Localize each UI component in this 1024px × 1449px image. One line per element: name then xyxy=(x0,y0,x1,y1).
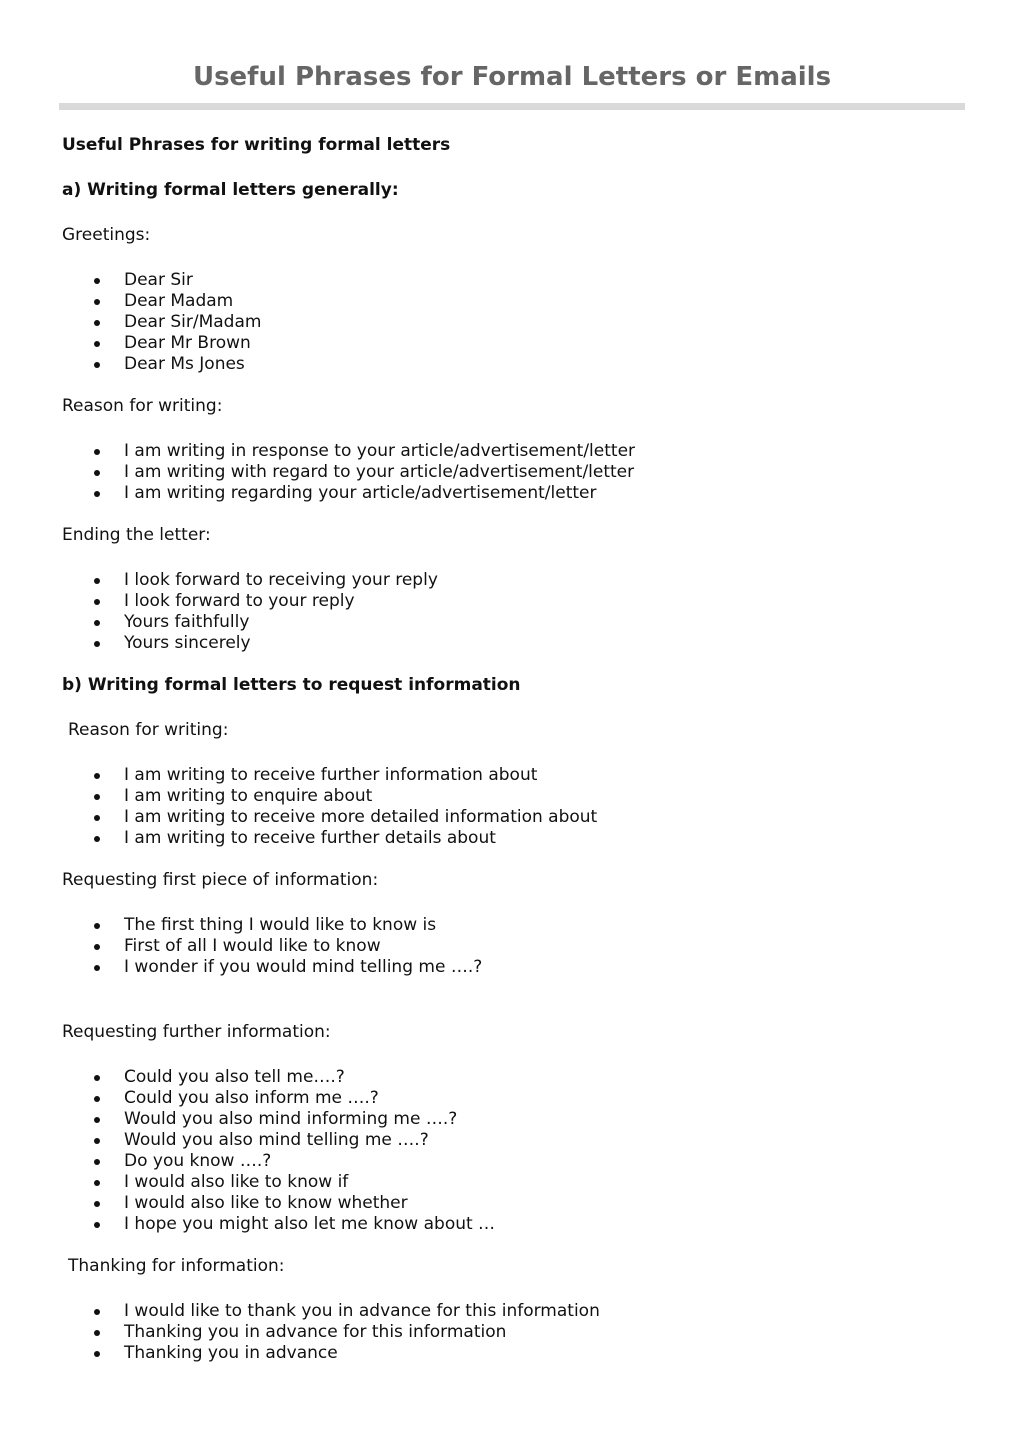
ending-list xyxy=(62,570,962,654)
list-item: I would also like to know whether xyxy=(62,1193,962,1214)
greetings-label: Greetings: xyxy=(62,225,151,245)
bullet-icon xyxy=(94,1330,100,1336)
list-item: Dear Sir xyxy=(62,270,962,291)
bullet-icon xyxy=(94,362,100,368)
list-item: Thanking you in advance xyxy=(62,1343,962,1364)
list-item: I would like to thank you in advance for this information xyxy=(62,1301,962,1322)
document-body xyxy=(62,135,962,1385)
list-item: I look forward to receiving your reply xyxy=(62,570,962,591)
list-item: The first thing I would like to know is xyxy=(62,915,962,936)
bullet-icon xyxy=(94,491,100,497)
request-reason-list xyxy=(62,765,962,849)
bullet-icon xyxy=(94,1138,100,1144)
list-item: I am writing to receive further details about xyxy=(62,828,962,849)
page-title: Useful Phrases for Formal Letters or Emails xyxy=(192,62,832,92)
list-item: I am writing to receive further information about xyxy=(62,765,962,786)
list-item: I am writing in response to your article/advertisement/letter xyxy=(62,441,962,462)
bullet-icon xyxy=(94,1096,100,1102)
ending-label: Ending the letter: xyxy=(62,525,211,545)
list-item: Thanking you in advance for this information xyxy=(62,1322,962,1343)
bullet-icon xyxy=(94,1222,100,1228)
bullet-icon xyxy=(94,341,100,347)
list-item: Yours faithfully xyxy=(62,612,962,633)
list-item: Dear Madam xyxy=(62,291,962,312)
spacer xyxy=(62,999,962,1022)
request-reason-label: Reason for writing: xyxy=(68,720,229,740)
list-item: I am writing with regard to your article/advertisement/letter xyxy=(62,462,962,483)
bullet-icon xyxy=(94,449,100,455)
list-item: Dear Sir/Madam xyxy=(62,312,962,333)
first-info-label: Requesting first piece of information: xyxy=(62,870,379,890)
reason-list xyxy=(62,441,962,504)
bullet-icon xyxy=(94,641,100,647)
list-item: Would you also mind telling me ….? xyxy=(62,1130,962,1151)
list-item: Would you also mind informing me ….? xyxy=(62,1109,962,1130)
bullet-icon xyxy=(94,1201,100,1207)
bullet-icon xyxy=(94,815,100,821)
bullet-icon xyxy=(94,773,100,779)
list-item: Could you also inform me ….? xyxy=(62,1088,962,1109)
section-b-heading: b) Writing formal letters to request information xyxy=(62,675,521,695)
list-item: Yours sincerely xyxy=(62,633,962,654)
bullet-icon xyxy=(94,944,100,950)
section-a xyxy=(62,180,962,654)
thanking-list xyxy=(62,1301,962,1364)
further-info-label: Requesting further information: xyxy=(62,1022,331,1042)
title-divider xyxy=(59,103,965,110)
list-item: I hope you might also let me know about … xyxy=(62,1214,962,1235)
bullet-icon xyxy=(94,1351,100,1357)
bullet-icon xyxy=(94,299,100,305)
bullet-icon xyxy=(94,836,100,842)
thanking-label: Thanking for information: xyxy=(68,1256,285,1276)
list-item: Dear Ms Jones xyxy=(62,354,962,375)
list-item: I look forward to your reply xyxy=(62,591,962,612)
bullet-icon xyxy=(94,278,100,284)
list-item: I wonder if you would mind telling me ….? xyxy=(62,957,962,978)
bullet-icon xyxy=(94,1159,100,1165)
bullet-icon xyxy=(94,578,100,584)
section-b xyxy=(62,675,962,1364)
list-item: I would also like to know if xyxy=(62,1172,962,1193)
list-item: I am writing to receive more detailed information about xyxy=(62,807,962,828)
bullet-icon xyxy=(94,1117,100,1123)
reason-label: Reason for writing: xyxy=(62,396,223,416)
bullet-icon xyxy=(94,470,100,476)
bullet-icon xyxy=(94,1309,100,1315)
bullet-icon xyxy=(94,1180,100,1186)
main-heading: Useful Phrases for writing formal letters xyxy=(62,135,451,155)
bullet-icon xyxy=(94,599,100,605)
section-a-heading: a) Writing formal letters generally: xyxy=(62,180,399,200)
bullet-icon xyxy=(94,320,100,326)
list-item: Could you also tell me….? xyxy=(62,1067,962,1088)
list-item: I am writing regarding your article/advertisement/letter xyxy=(62,483,962,504)
bullet-icon xyxy=(94,620,100,626)
first-info-list xyxy=(62,915,962,978)
list-item: First of all I would like to know xyxy=(62,936,962,957)
list-item: Do you know ….? xyxy=(62,1151,962,1172)
list-item: I am writing to enquire about xyxy=(62,786,962,807)
bullet-icon xyxy=(94,965,100,971)
further-info-list xyxy=(62,1067,962,1235)
bullet-icon xyxy=(94,923,100,929)
bullet-icon xyxy=(94,1075,100,1081)
greetings-list xyxy=(62,270,962,375)
list-item: Dear Mr Brown xyxy=(62,333,962,354)
bullet-icon xyxy=(94,794,100,800)
